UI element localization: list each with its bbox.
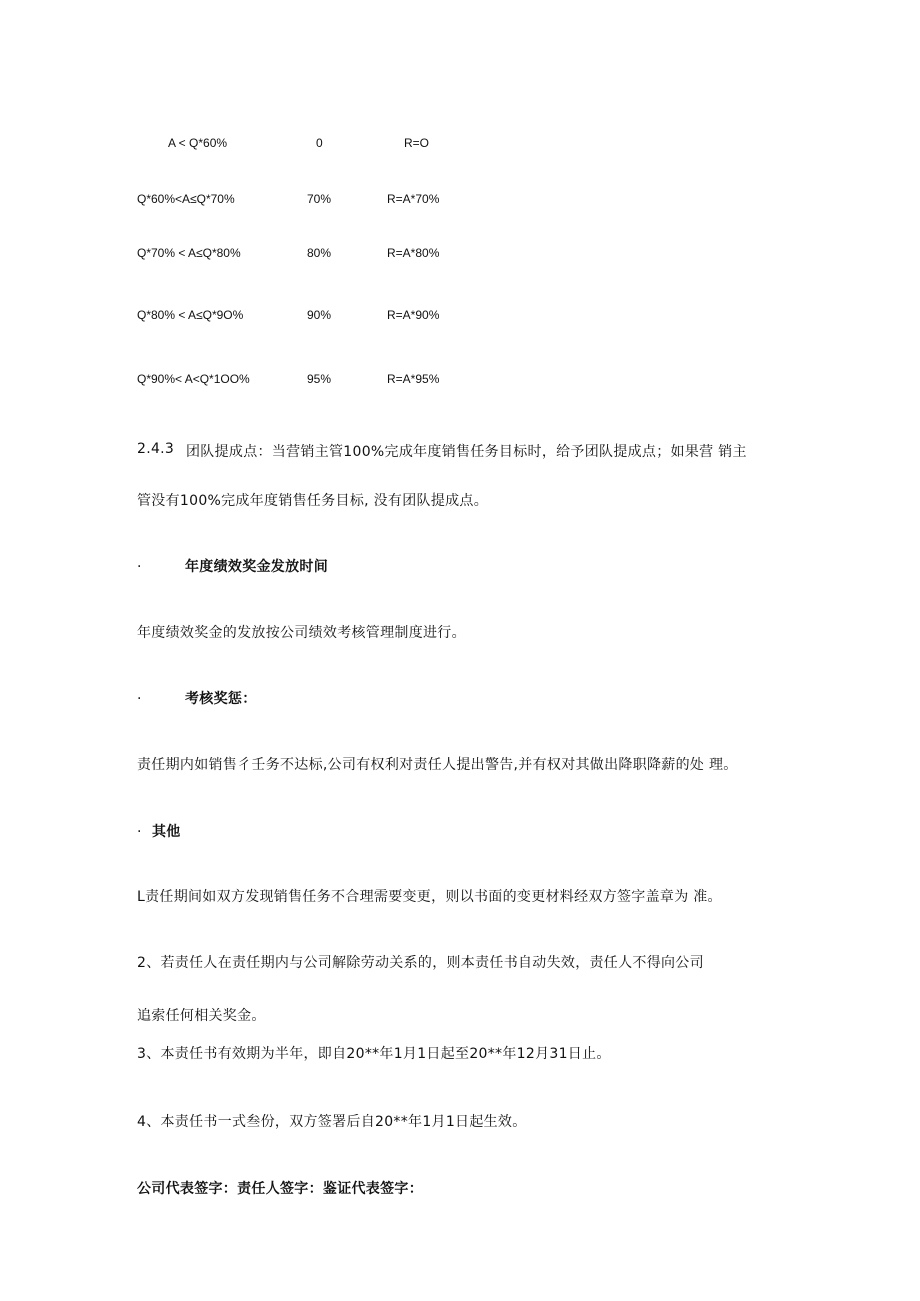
formula-cell: R=A*80% (387, 246, 440, 260)
rate-cell: 80% (307, 246, 332, 260)
formula-cell: R=A*95% (387, 372, 440, 386)
section-heading: 其他 (152, 824, 181, 840)
list-item-continuation: 追索任何相关奖金。 (137, 1008, 266, 1024)
paragraph: 责任期内如销售彳壬务不达标,公司有权利对责任人提出警告,并有权对其做出降职降薪的处 理。 (137, 757, 738, 773)
paragraph-line: 团队提成点：当营销主管100%完成年度销售任务目标时，给予团队提成点；如果营 销主 (186, 444, 747, 460)
signature-labels: 公司代表签字：责任人签字：鉴证代表签字： (137, 1181, 423, 1197)
rate-cell: 70% (307, 192, 332, 206)
formula-cell: R=O (404, 136, 430, 150)
list-item: L责任期间如双方发现销售任务不合理需要变更，则以书面的变更材料经双方签字盖章为 准。 (137, 889, 722, 905)
list-item: 3、本责任书有效期为半年，即自20**年1月1日起至20**年12月31日止。 (137, 1046, 611, 1062)
section-heading: 考核奖惩： (185, 691, 257, 707)
list-item: 2、若责任人在责任期内与公司解除劳动关系的，则本责任书自动失效，责任人不得向公司 (137, 955, 704, 971)
rate-cell: 95% (307, 372, 332, 386)
condition-cell: Q*70% < A≤Q*80% (137, 246, 241, 260)
rate-cell: 0 (316, 136, 323, 150)
formula-cell: R=A*70% (387, 192, 440, 206)
section-marker: . (137, 555, 142, 571)
section-number: 2.4.3 (137, 441, 175, 457)
list-item: 4、本责任书一式叁份，双方签署后自20**年1月1日起生效。 (137, 1114, 527, 1130)
rate-cell: 90% (307, 308, 332, 322)
paragraph: 年度绩效奖金的发放按公司绩效考核管理制度进行。 (137, 625, 466, 641)
paragraph-line: 管没有100%完成年度销售任务目标, 没有团队提成点。 (137, 493, 489, 509)
section-marker: . (137, 820, 142, 836)
condition-cell: Q*90%< A<Q*1OO% (137, 372, 250, 386)
condition-cell: Q*60%<A≤Q*70% (137, 192, 235, 206)
condition-cell: Q*80% < A≤Q*9O% (137, 308, 244, 322)
section-heading: 年度绩效奖金发放时间 (185, 559, 328, 575)
formula-cell: R=A*90% (387, 308, 440, 322)
section-marker: . (137, 687, 142, 703)
condition-cell: A < Q*60% (168, 136, 228, 150)
